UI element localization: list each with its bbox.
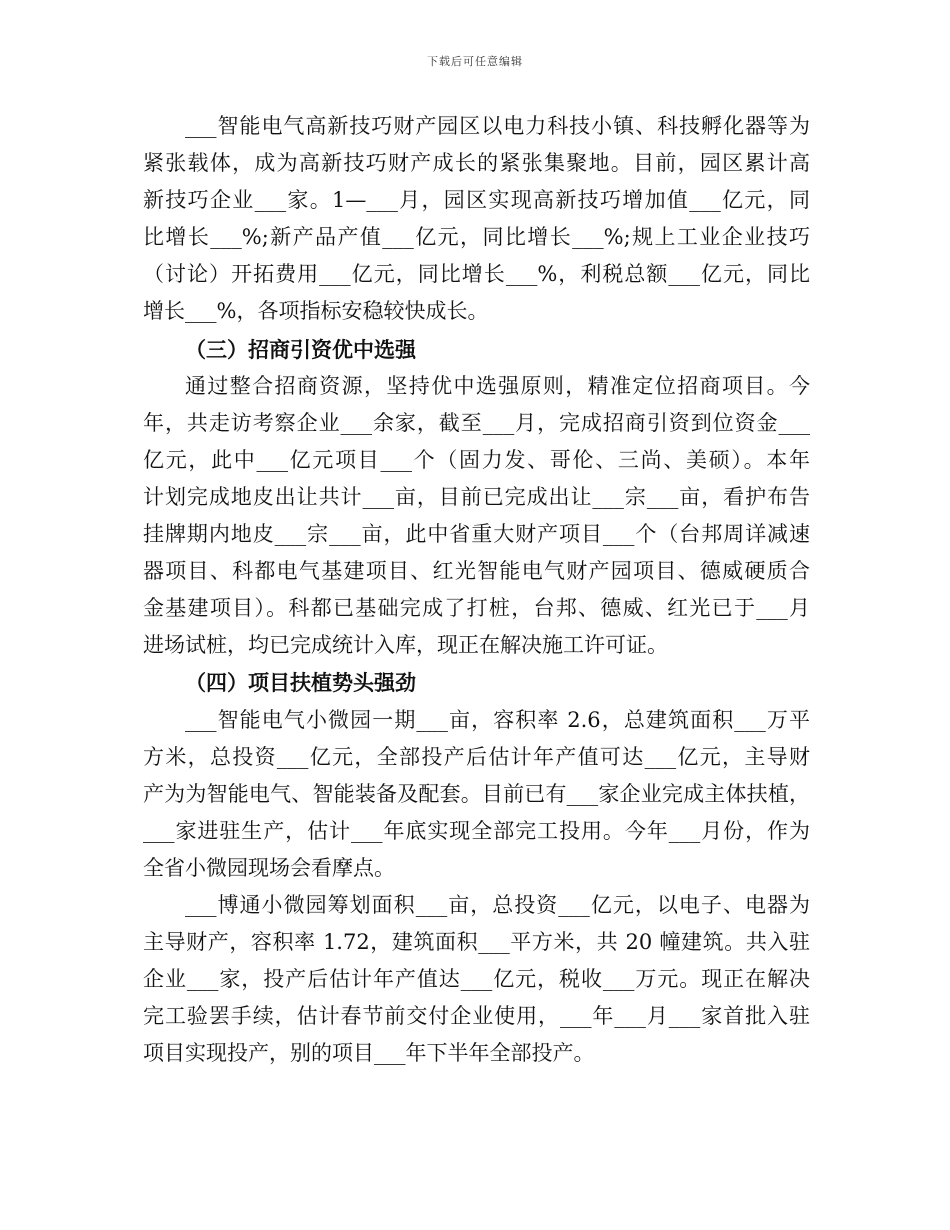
paragraph-line: 新技巧企业___家。1—___月，园区实现高新技巧增加值___亿元，同 <box>143 188 810 213</box>
paragraph-line: 全省小微园现场会看摩点。 <box>143 855 395 880</box>
paragraph-line: 企业___家，投产后估计年产值达___亿元，税收___万元。现正在解决 <box>143 967 810 992</box>
paragraph-line: ___博通小微园筹划面积___亩，总投资___亿元，以电子、电器为 <box>185 892 810 917</box>
paragraph-park-development <box>143 108 810 331</box>
paragraph-line: 挂牌期内地皮___宗___亩，此中省重大财产项目___个（台邦周详减速 <box>143 522 810 547</box>
paragraph-line: 通过整合招商资源，坚持优中选强原则，精准定位招商项目。今 <box>185 373 810 398</box>
document-body <box>143 108 810 1072</box>
paragraph-line: 年，共走访考察企业___余家，截至___月，完成招商引资到位资金___ <box>143 410 810 435</box>
paragraph-line: （讨论）开拓费用___亿元，同比增长___%，利税总额___亿元，同比 <box>143 262 810 287</box>
paragraph-investment <box>143 368 810 665</box>
paragraph-line: ___智能电气小微园一期___亩，容积率 2.6，总建筑面积___万平 <box>185 707 810 732</box>
page-header-note: 下载后可任意编辑 <box>427 55 523 68</box>
paragraph-line: 增长___%，各项指标安稳较快成长。 <box>143 299 489 324</box>
section-heading-investment: （三）招商引资优中选强 <box>185 336 416 362</box>
paragraph-line: 主导财产，容积率 1.72，建筑面积___平方米，共 20 幢建筑。共入驻 <box>143 930 810 955</box>
paragraph-line: 项目实现投产，别的项目___年下半年全部投产。 <box>143 1041 595 1066</box>
paragraph-line: 器项目、科都电气基建项目、红光智能电气财产园项目、德威硬质合 <box>143 559 810 584</box>
paragraph-smart-electric-park <box>143 702 810 887</box>
paragraph-line: 进场试桩，均已完成统计入库，现正在解决施工许可证。 <box>143 633 668 658</box>
paragraph-line: 产为为智能电气、智能装备及配套。目前已有___家企业完成主体扶植， <box>143 781 810 806</box>
paragraph-line: ___智能电气高新技巧财产园区以电力科技小镇、科技孵化器等为 <box>185 114 810 138</box>
paragraph-line: 比增长___%;新产品产值___亿元，同比增长___%;规上工业企业技巧 <box>143 225 810 250</box>
paragraph-botong-park <box>143 887 810 1072</box>
section-heading-projects: （四）项目扶植势头强劲 <box>185 670 416 696</box>
paragraph-line: 紧张载体，成为高新技巧财产成长的紧张集聚地。目前，园区累计高 <box>143 151 810 176</box>
paragraph-line: 完工验罢手续，估计春节前交付企业使用，___年___月___家首批入驻 <box>143 1004 810 1029</box>
paragraph-line: 金基建项目）。科都已基础完成了打桩，台邦、德威、红光已于___月 <box>143 596 810 621</box>
paragraph-line: 计划完成地皮出让共计___亩，目前已完成出让___宗___亩，看护布告 <box>143 484 810 509</box>
paragraph-line: 亿元，此中___亿元项目___个（固力发、哥伦、三尚、美硕）。本年 <box>143 447 810 472</box>
paragraph-line: 方米，总投资___亿元，全部投产后估计年产值可达___亿元，主导财 <box>143 744 810 769</box>
paragraph-line: ___家进驻生产，估计___年底实现全部完工投用。今年___月份，作为 <box>143 818 810 843</box>
